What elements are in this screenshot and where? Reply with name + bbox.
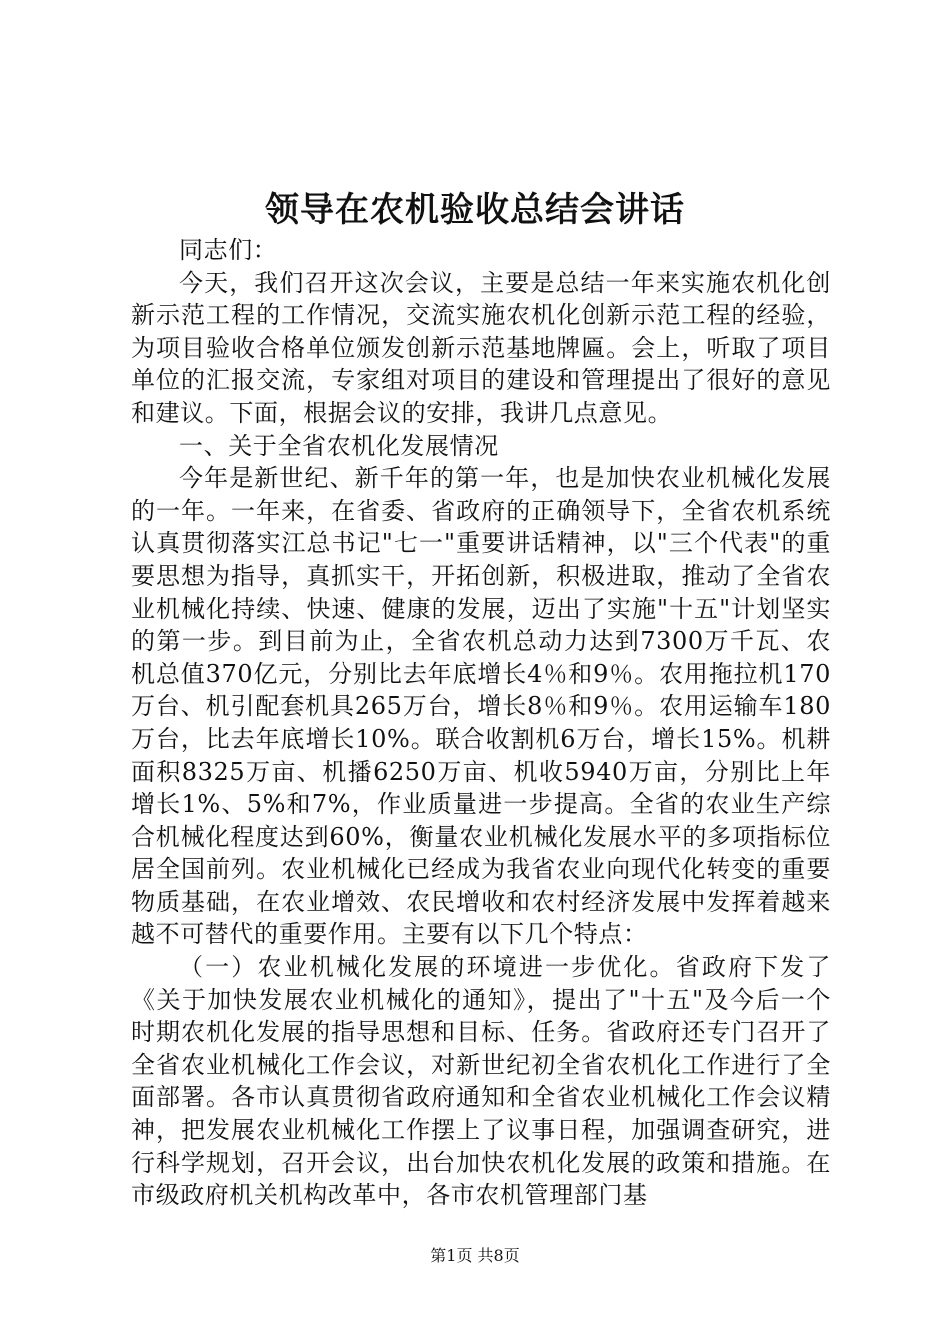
feature-paragraph: （一）农业机械化发展的环境进一步优化。省政府下发了《关于加快发展农业机械化的通知》，提出了"十五"及今后一个时期农机化发展的指导思想和目标、任务。省政府还专门召开了全省农业机械化工作会议，对新世纪初全省农机化工作进行了全面部署。各市认真贯彻省政府通知和全省农业机械化工作会议精神，把发展农业机械化工作摆上了议事日程，加强调查研究，进行科学规划，召开会议，出台加快农机化发展的政策和措施。在市级政府机关机构改革中，各市农机管理部门基: [131, 953, 831, 1210]
section-heading: 一、关于全省农机化发展情况: [179, 431, 499, 460]
document-body: [131, 234, 831, 1212]
salutation-paragraph: 同志们：: [179, 236, 278, 264]
development-paragraph: 今年是新世纪、新千年的第一年，也是加快农业机械化发展的一年。一年来，在省委、省政府的正确领导下，全省农机系统认真贯彻落实江总书记"七一"重要讲话精神，以"三个代表"的重要思想为指导，真抓实干，开拓创新，积极进取，推动了全省农业机械化持续、快速、健康的发展，迈出了实施"十五"计划坚实的第一步。到目前为止，全省农机总动力达到7300万千瓦、农机总值370亿元，分别比去年底增长4％和9％。农用拖拉机170万台、机引配套机具265万台，增长8％和9％。农用运输车180万台，比去年底增长10%。联合收割机6万台，增长15%。机耕面积8325万亩、机播6250万亩、机收5940万亩，分别比上年增长1%、5%和7%，作业质量进一步提高。全省的农业生产综合机械化程度达到60%，衡量农业机械化发展水平的多项指标位居全国前列。农业机械化已经成为我省农业向现代化转变的重要物质基础，在农业增效、农民增收和农村经济发展中发挥着越来越不可替代的重要作用。主要有以下几个特点：: [131, 464, 831, 949]
intro-paragraph: 今天，我们召开这次会议，主要是总结一年来实施农机化创新示范工程的工作情况，交流实施农机化创新示范工程的经验，为项目验收合格单位颁发创新示范基地牌匾。会上，听取了项目单位的汇报交流，专家组对项目的建设和管理提出了很好的意见和建议。下面，根据会议的安排，我讲几点意见。: [131, 268, 831, 427]
document-title: 领导在农机验收总结会讲话: [265, 190, 685, 230]
page-footer: 第1页 共8页: [430, 1246, 520, 1265]
